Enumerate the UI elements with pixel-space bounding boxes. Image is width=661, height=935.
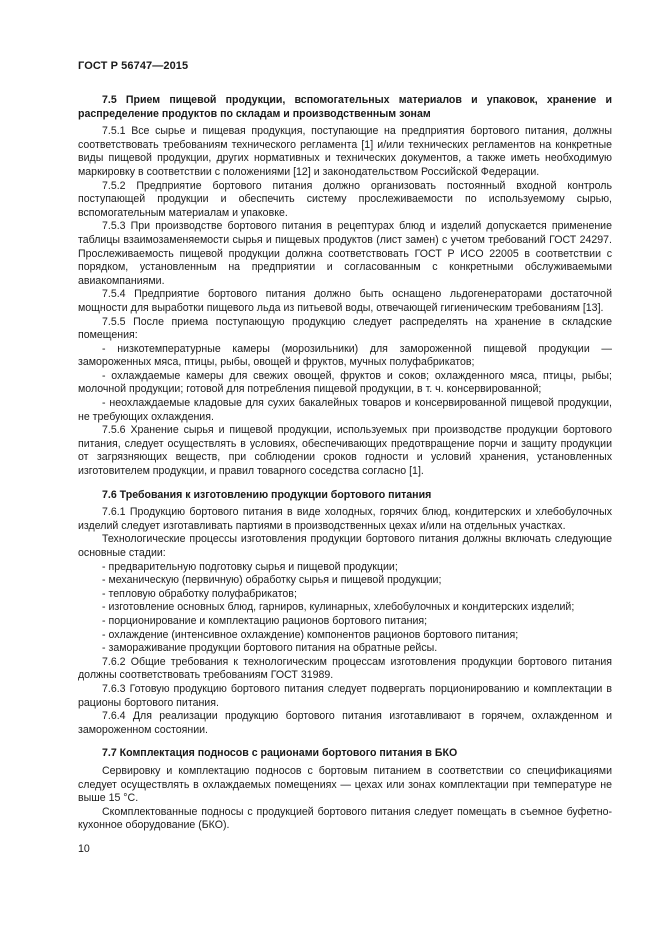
- paragraph-7-6-2: 7.6.2 Общие требования к технологическим процессам изготовления продукции бортового питания должны соответствовать требованиям ГОСТ 31989.: [78, 655, 612, 682]
- paragraph-7-5-5: 7.5.5 После приема поступающую продукцию следует распределять на хранение в складские помещения:: [78, 315, 612, 342]
- list-item: - неохлаждаемые кладовые для сухих бакалейных товаров и консервированной пищевой продукции, не требующих охлаждения.: [78, 397, 612, 423]
- paragraph-7-6-3: 7.6.3 Готовую продукцию бортового питания следует подвергать порционированию и комплектации в рационы бортового питания.: [78, 682, 612, 709]
- list-item: - изготовление основных блюд, гарниров, кулинарных, хлебобулочных и кондитерских изделий;: [102, 601, 575, 614]
- list-item: - предварительную подготовку сырья и пищевой продукции;: [102, 560, 398, 573]
- list-item: - замораживание продукции бортового питания на обратные рейсы.: [102, 642, 438, 655]
- document-body: [78, 88, 612, 833]
- paragraph-7-6-4: 7.6.4 Для реализации продукцию бортового питания изготавливают в горячем, охлажденном и замороженном состоянии.: [78, 710, 612, 736]
- list-item: - охлаждаемые камеры для свежих овощей, фруктов и соков; охлажденного мяса, птицы, рыбы; молочной продукции; готовой для потребления пищевой продукции, в т. ч. консервированной;: [78, 369, 612, 396]
- paragraph-7-5-6: 7.5.6 Хранение сырья и пищевой продукции, используемых при производстве продукции бортового питания, следует осуществлять в условиях, обеспечивающих предотвращение порчи и защиту продукции от загрязняющих веществ, при соблюдении сроков годности и условий хранения, установленных изготовителем продукции, и правил товарного соседства согласно [1].: [78, 424, 612, 478]
- section-heading-7-7: 7.7 Комплектация подносов с рационами бортового питания в БКО: [102, 747, 458, 760]
- document-code-header: ГОСТ Р 56747—2015: [78, 60, 189, 72]
- paragraph-7-5-3: 7.5.3 При производстве бортового питания в рецептурах блюд и изделий допускается применение таблицы взаимозаменяемости сырья и пищевых продуктов (лист замен) с учетом требований ГОСТ 24297. Прослеживаемость пищевой продукции должна соответствовать ГОСТ Р ИСО 22005 в соответствии с порядком, установленным на предприятии и согласованным с конкретными обслуживаемыми авиакомпаниями.: [78, 220, 612, 287]
- page-number: 10: [78, 843, 90, 855]
- paragraph-7-5-1: 7.5.1 Все сырье и пищевая продукция, поступающие на предприятия бортового питания, должны соответствовать требованиям технического регламента [1] и/или технических регламентов на конкретные виды пищевой продукции, других нормативных и технических документов, а также иметь необходимую маркировку в соответствии с положениями [12] и законодательством Российской Федерации.: [78, 125, 612, 178]
- list-item: - порционирование и комплектацию рационов бортового питания;: [102, 614, 428, 627]
- paragraph-7-5-2: 7.5.2 Предприятие бортового питания должно организовать постоянный входной контроль поступающей продукции и обеспечить систему прослеживаемости по используемому сырью, вспомогательным материалам и упаковке.: [78, 179, 612, 219]
- paragraph-7-7-serving: Сервировку и комплектацию подносов с бортовым питанием в соответствии со спецификациями следует осуществлять в охлаждаемых помещениях — цехах или зонах комплектации при температуре не выше 15 °С.: [78, 764, 612, 805]
- paragraph-7-5-4: 7.5.4 Предприятие бортового питания должно быть оснащено льдогенераторами достаточной мощности для выработки пищевого льда из питьевой воды, отвечающей гигиеническим требованиям [13].: [78, 288, 612, 314]
- paragraph-7-7-trays: Скомплектованные подносы с продукцией бортового питания следует помещать в съемное буфетно-кухонное оборудование (БКО).: [78, 805, 612, 832]
- paragraph-7-6-stages: Технологические процессы изготовления продукции бортового питания должны включать следующие основные стадии:: [78, 533, 612, 559]
- list-item: - механическую (первичную) обработку сырья и пищевой продукции;: [102, 574, 442, 587]
- list-item: - низкотемпературные камеры (морозильники) для замороженной пищевой продукции — замороженных мяса, птицы, рыбы, овощей и фруктов, мучных полуфабрикатов;: [78, 342, 612, 369]
- list-item: - охлаждение (интенсивное охлаждение) компонентов рационов бортового питания;: [102, 628, 519, 641]
- section-heading-7-5: 7.5 Прием пищевой продукции, вспомогательных материалов и упаковок, хранение и распределение продуктов по складам и производственным зонам: [78, 94, 612, 120]
- section-heading-7-6: 7.6 Требования к изготовлению продукции бортового питания: [102, 488, 432, 501]
- list-item: - тепловую обработку полуфабрикатов;: [102, 587, 297, 600]
- paragraph-7-6-1: 7.6.1 Продукцию бортового питания в виде холодных, горячих блюд, кондитерских и хлебобулочных изделий следует изготавливать партиями в производственных цехах и/или на отдельных участках.: [78, 506, 612, 532]
